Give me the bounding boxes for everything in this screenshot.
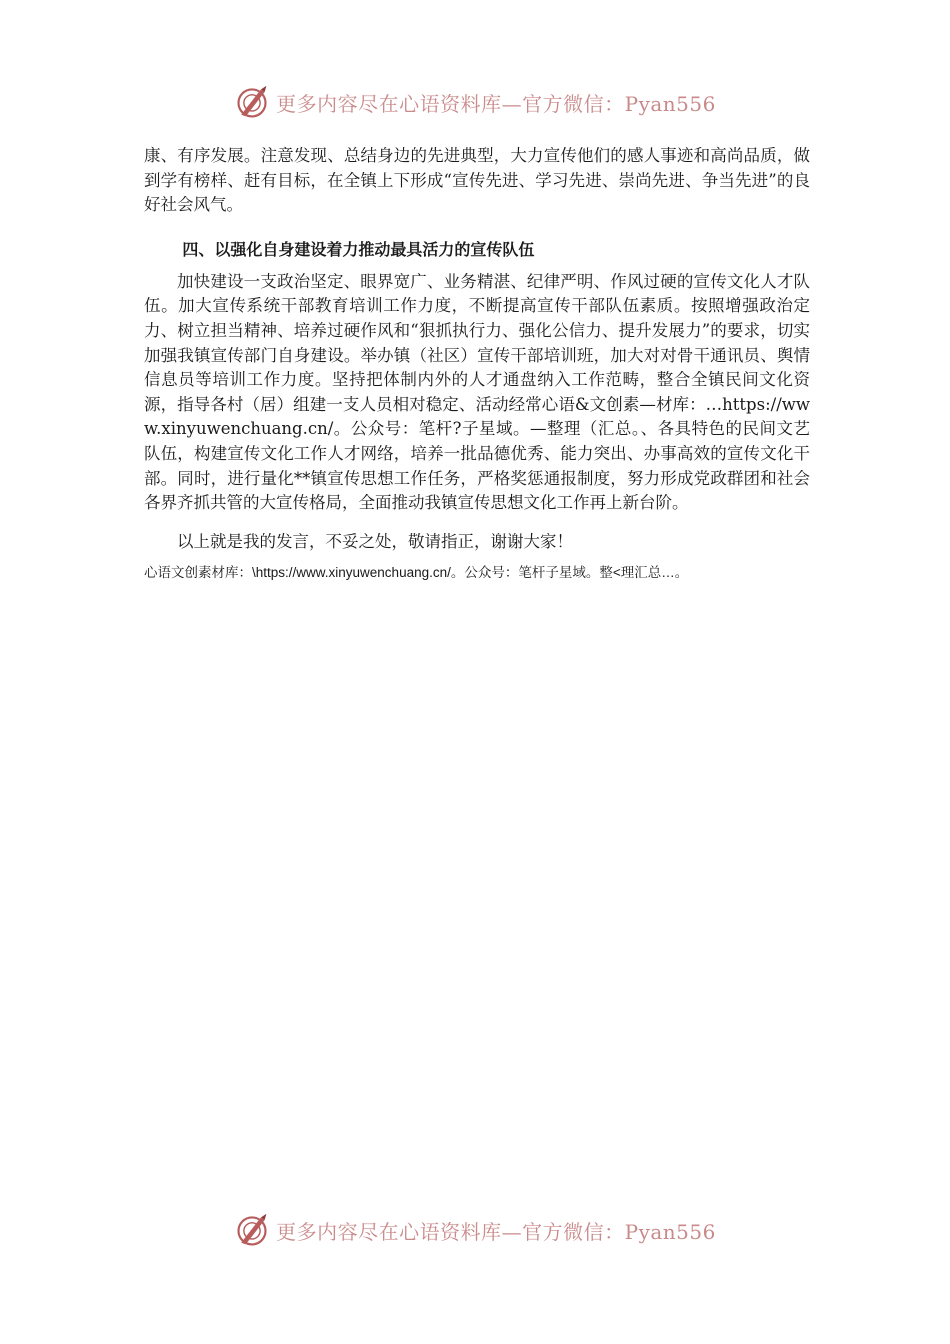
header-banner-inner xyxy=(234,84,716,120)
quill-seal-icon xyxy=(234,1212,270,1248)
continuation-paragraph: 康、有序发展。注意发现、总结身边的先进典型，大力宣传他们的感人事迹和高尚品质，做到学有榜样、赶有目标，在全镇上下形成“宣传先进、学习先进、崇尚先进、争当先进”的良好社会风气。 xyxy=(144,146,810,215)
footer-banner-text: 更多内容尽在心语资料库—官方微信：Pyan556 xyxy=(276,1219,716,1244)
header-banner xyxy=(0,80,950,124)
document-body xyxy=(144,144,810,584)
quill-seal-icon xyxy=(234,84,270,120)
section-paragraph: 加快建设一支政治坚定、眼界宽广、业务精湛、纪律严明、作风过硬的宣传文化人才队伍。加大宣传系统干部教育培训工作力度，不断提高宣传干部队伍素质。按照增强政治定力、树立担当精神、培养过硬作风和“狠抓执行力、强化公信力、提升发展力”的要求，切实加强我镇宣传部门自身建设。举办镇（社区）宣传干部培训班，加大对对骨干通讯员、舆情信息员等培训工作力度。坚持把体制内外的人才通盘纳入工作范畴，整合全镇民间文化资源，指导各村（居）组建一支人员相对稳定、活动经常心语&文创素—材库：…https://www.xinyuwenchuang.cn/。公众号：笔杆?子星域。—整理（汇总。、各具特色的民间文艺队伍，构建宣传文化工作人才网络，培养一批品德优秀、能力突出、办事高效的宣传文化干部。同时，进行量化**镇宣传思想工作任务，严格奖惩通报制度，努力形成党政群团和社会各界齐抓共管的大宣传格局，全面推动我镇宣传思想文化工作再上新台阶。 xyxy=(144,271,810,513)
paragraph-gap xyxy=(144,218,810,228)
closing-remark: 以上就是我的发言，不妥之处，敬请指正，谢谢大家！ xyxy=(177,531,573,551)
source-note: 心语文创素材库：\https://www.xinyuwenchuang.cn/。公众号：笔杆子星域。整<理汇总…。 xyxy=(144,564,689,580)
footer-banner xyxy=(0,1208,950,1252)
section-heading: 四、以强化自身建设着力推动最具活力的宣传队伍 xyxy=(182,239,535,259)
footer-banner-inner xyxy=(234,1212,716,1248)
header-banner-text: 更多内容尽在心语资料库—官方微信：Pyan556 xyxy=(276,91,716,116)
